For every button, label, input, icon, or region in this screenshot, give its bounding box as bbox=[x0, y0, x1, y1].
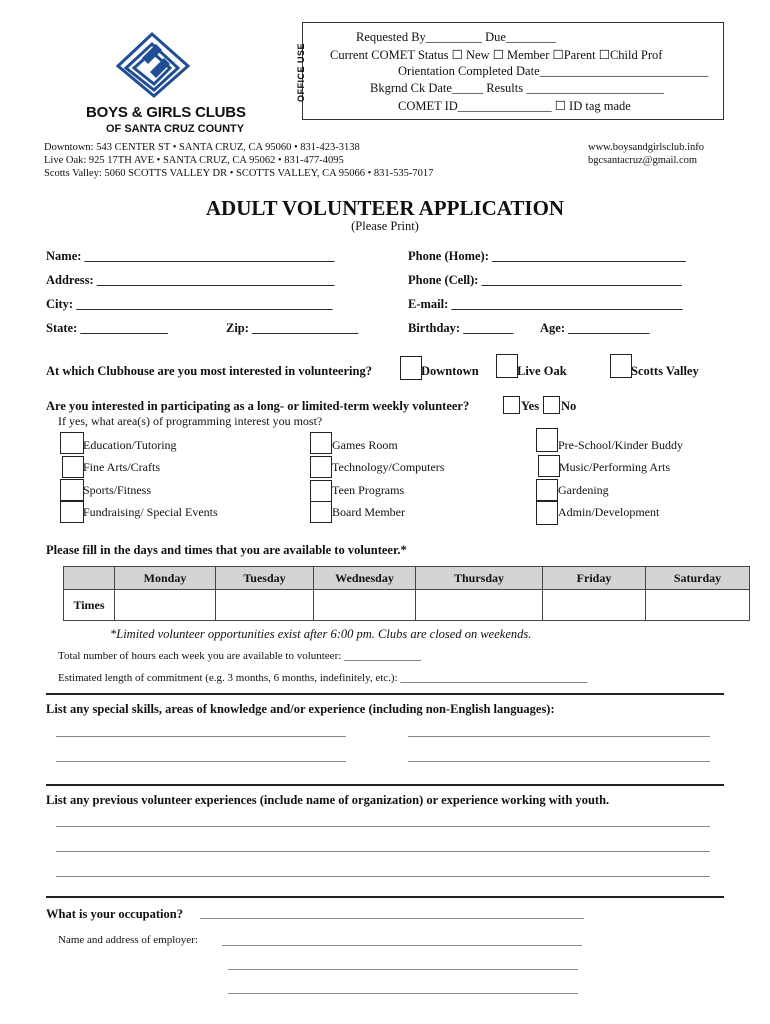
phone-cell-field[interactable]: Phone (Cell): ________________________________ bbox=[408, 273, 682, 287]
occupation-line[interactable] bbox=[200, 918, 584, 919]
checkbox-scotts-valley[interactable] bbox=[610, 354, 632, 378]
times-friday[interactable] bbox=[543, 590, 646, 621]
age-field[interactable]: Age: _____________ bbox=[540, 321, 650, 335]
availability-header-row bbox=[64, 567, 750, 590]
hours-field[interactable]: Total number of hours each week you are available to volunteer: ______________ bbox=[58, 650, 422, 662]
times-monday[interactable] bbox=[115, 590, 216, 621]
area-education: Education/Tutoring bbox=[83, 438, 177, 452]
area-games-room: Games Room bbox=[332, 438, 398, 452]
occupation-question: What is your occupation? bbox=[46, 907, 183, 921]
commitment-field[interactable]: Estimated length of commitment (e.g. 3 months, 6 months, indefinitely, etc.): __________________________________ bbox=[58, 672, 588, 684]
option-downtown: Downtown bbox=[421, 364, 479, 378]
contact-email: bgcsantacruz@gmail.com bbox=[588, 155, 698, 166]
checkbox-music[interactable] bbox=[538, 455, 560, 477]
day-thursday: Thursday bbox=[416, 567, 543, 590]
page-title: ADULT VOLUNTEER APPLICATION bbox=[205, 196, 565, 220]
address-field[interactable]: Address: ______________________________________ bbox=[46, 273, 335, 287]
area-technology: Technology/Computers bbox=[332, 460, 445, 474]
clubhouse-question: At which Clubhouse are you most interested in volunteering? bbox=[46, 364, 372, 378]
skills-line-1b[interactable] bbox=[408, 736, 710, 737]
times-saturday[interactable] bbox=[646, 590, 750, 621]
office-use-label: OFFICE USE bbox=[296, 42, 306, 102]
office-background-check: Bkgrnd Ck Date_____ Results ______________________ bbox=[370, 81, 664, 95]
programming-followup: If yes, what area(s) of programming interest you most? bbox=[58, 414, 323, 428]
name-field[interactable]: Name: ________________________________________ bbox=[46, 249, 335, 263]
option-scotts-valley: Scotts Valley bbox=[631, 364, 699, 378]
checkbox-fundraising[interactable] bbox=[60, 501, 84, 523]
employer-line-3[interactable] bbox=[228, 993, 578, 994]
checkbox-yes[interactable] bbox=[503, 396, 520, 414]
office-requested-by: Requested By_________ Due________ bbox=[356, 30, 556, 44]
day-tuesday: Tuesday bbox=[216, 567, 314, 590]
page-subtitle: (Please Print) bbox=[351, 219, 419, 233]
checkbox-admin[interactable] bbox=[536, 501, 558, 525]
checkbox-live-oak[interactable] bbox=[496, 354, 518, 378]
checkbox-preschool[interactable] bbox=[536, 428, 558, 452]
option-no: No bbox=[561, 399, 577, 413]
logo bbox=[50, 28, 270, 138]
contact-scotts-valley: Scotts Valley: 5060 SCOTTS VALLEY DR • SCOTTS VALLEY, CA 95066 • 831-535-7017 bbox=[44, 168, 434, 179]
clubs-logo-icon bbox=[112, 28, 196, 100]
availability-question: Please fill in the days and times that you are available to volunteer.* bbox=[46, 543, 407, 557]
availability-note: *Limited volunteer opportunities exist after 6:00 pm. Clubs are closed on weekends. bbox=[110, 627, 532, 641]
area-preschool: Pre-School/Kinder Buddy bbox=[558, 438, 683, 452]
employer-line-2[interactable] bbox=[228, 969, 578, 970]
times-wednesday[interactable] bbox=[314, 590, 416, 621]
skills-question: List any special skills, areas of knowledge and/or experience (including non-English languages): bbox=[46, 702, 555, 716]
checkbox-board-member[interactable] bbox=[310, 501, 332, 523]
divider-3 bbox=[46, 896, 724, 898]
phone-home-field[interactable]: Phone (Home): _______________________________ bbox=[408, 249, 686, 263]
area-fundraising: Fundraising/ Special Events bbox=[83, 505, 218, 519]
day-saturday: Saturday bbox=[646, 567, 750, 590]
times-tuesday[interactable] bbox=[216, 590, 314, 621]
previous-line-2[interactable] bbox=[56, 851, 710, 852]
contact-downtown: Downtown: 543 CENTER ST • SANTA CRUZ, CA 95060 • 831-423-3138 bbox=[44, 142, 360, 153]
area-gardening: Gardening bbox=[558, 483, 609, 497]
skills-line-1a[interactable] bbox=[56, 736, 346, 737]
area-board-member: Board Member bbox=[332, 505, 405, 519]
area-sports: Sports/Fitness bbox=[83, 483, 152, 497]
area-music: Music/Performing Arts bbox=[559, 460, 670, 474]
previous-line-1[interactable] bbox=[56, 826, 710, 827]
checkbox-technology[interactable] bbox=[310, 456, 332, 478]
employer-label: Name and address of employer: bbox=[58, 934, 198, 946]
divider-1 bbox=[46, 693, 724, 695]
contact-liveoak: Live Oak: 925 17TH AVE • SANTA CRUZ, CA 95062 • 831-477-4095 bbox=[44, 155, 344, 166]
previous-line-3[interactable] bbox=[56, 876, 710, 877]
previous-question: List any previous volunteer experiences (include name of organization) or experience working with youth. bbox=[46, 793, 610, 807]
contact-website: www.boysandgirlsclub.info bbox=[588, 142, 704, 153]
logo-name: BOYS & GIRLS CLUBS bbox=[86, 104, 246, 121]
state-field[interactable]: State: ______________ bbox=[46, 321, 168, 335]
day-wednesday: Wednesday bbox=[314, 567, 416, 590]
checkbox-sports[interactable] bbox=[60, 479, 84, 501]
area-admin: Admin/Development bbox=[558, 505, 660, 519]
area-teen-programs: Teen Programs bbox=[332, 483, 405, 497]
checkbox-gardening[interactable] bbox=[536, 479, 558, 501]
office-comet-id: COMET ID_______________ ☐ ID tag made bbox=[398, 99, 631, 113]
zip-field[interactable]: Zip: _________________ bbox=[226, 321, 359, 335]
checkbox-no[interactable] bbox=[543, 396, 560, 414]
day-monday: Monday bbox=[115, 567, 216, 590]
checkbox-downtown[interactable] bbox=[400, 356, 422, 380]
day-friday: Friday bbox=[543, 567, 646, 590]
availability-table bbox=[63, 566, 750, 621]
city-field[interactable]: City: _________________________________________ bbox=[46, 297, 333, 311]
office-orientation: Orientation Completed Date___________________________ bbox=[398, 64, 709, 78]
availability-times-row bbox=[64, 590, 750, 621]
checkbox-fine-arts[interactable] bbox=[62, 456, 84, 478]
area-fine-arts: Fine Arts/Crafts bbox=[83, 460, 160, 474]
option-yes: Yes bbox=[521, 399, 540, 413]
divider-2 bbox=[46, 784, 724, 786]
logo-subtitle: OF SANTA CRUZ COUNTY bbox=[106, 123, 245, 135]
skills-line-2a[interactable] bbox=[56, 761, 346, 762]
employer-line-1[interactable] bbox=[222, 945, 582, 946]
email-field[interactable]: E-mail: _____________________________________ bbox=[408, 297, 683, 311]
checkbox-teen-programs[interactable] bbox=[310, 480, 332, 502]
birthday-field[interactable]: Birthday: ________ bbox=[408, 321, 514, 335]
longterm-question: Are you interested in participating as a long- or limited-term weekly volunteer? bbox=[46, 399, 470, 413]
skills-line-2b[interactable] bbox=[408, 761, 710, 762]
times-thursday[interactable] bbox=[416, 590, 543, 621]
header-blank bbox=[64, 567, 115, 590]
office-comet-status: Current COMET Status ☐ New ☐ Member ☐Parent ☐Child Prof bbox=[330, 48, 663, 62]
checkbox-education[interactable] bbox=[60, 432, 84, 454]
times-label: Times bbox=[64, 590, 115, 621]
option-live-oak: Live Oak bbox=[517, 364, 567, 378]
checkbox-games-room[interactable] bbox=[310, 432, 332, 454]
